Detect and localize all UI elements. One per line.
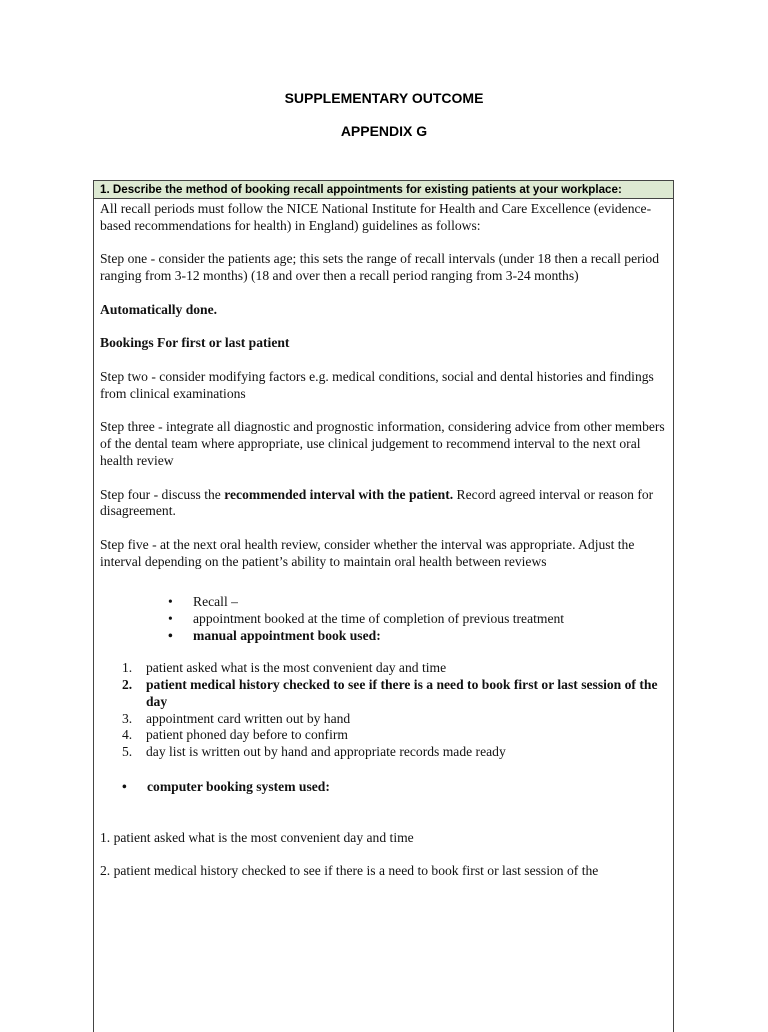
question-box — [93, 180, 674, 1032]
step-four-text-bold: recommended interval with the patient. — [224, 486, 454, 502]
step-four-text-start: Step four - discuss the — [100, 486, 225, 502]
step-four-text-end: Record agreed interval or reason for disagreement. — [100, 486, 654, 519]
bullet-computer-booking: • computer booking system used: — [100, 779, 667, 796]
manual-step-3 — [122, 711, 667, 728]
manual-step-5-number: 5. — [122, 744, 133, 760]
manual-step-3-number: 3. — [122, 710, 133, 726]
answer-content — [94, 199, 673, 880]
manual-step-4-text: patient phoned day before to confirm — [146, 727, 348, 743]
spacer — [100, 796, 667, 830]
document-title: SUPPLEMENTARY OUTCOME — [284, 90, 484, 106]
manual-step-1-number: 1. — [122, 660, 133, 676]
manual-step-1-text: patient asked what is the most convenient day and time — [146, 660, 447, 676]
paragraph-step-one: Step one - consider the patients age; this sets the range of recall intervals (under 18 then a recall period ranging from 3-12 months) (18 and over then a recall period ranging from 3-24 months) — [100, 251, 660, 284]
bullet-appointment-booked: • appointment booked at the time of completion of previous treatment — [168, 610, 667, 627]
manual-step-3-text: appointment card written out by hand — [146, 710, 351, 726]
manual-step-2-number: 2. — [122, 676, 133, 692]
question-heading: 1. Describe the method of booking recall appointments for existing patients at your workplace: — [94, 181, 673, 199]
paragraph-step-five: Step five - at the next oral health review, consider whether the interval was appropriate. Adjust the interval depending on the patient’s ability to maintain oral health between reviews — [100, 536, 635, 569]
manual-step-4 — [122, 727, 667, 744]
bullet-manual-book: • manual appointment book used: — [168, 627, 667, 644]
recall-bullet-list — [100, 593, 667, 645]
manual-step-2 — [122, 677, 667, 711]
paragraph-step-four — [100, 487, 667, 521]
manual-step-2-text: patient medical history checked to see if there is a need to book first or last session of the day — [146, 676, 658, 709]
paragraph-bookings-first-last: Bookings For first or last patient — [100, 335, 290, 351]
document-subtitle: APPENDIX G — [340, 123, 428, 139]
manual-step-5 — [122, 744, 667, 761]
paragraph-step-two: Step two - consider modifying factors e.g. medical conditions, social and dental histories and findings from clinical examinations — [100, 368, 654, 401]
paragraph-automatically-done: Automatically done. — [100, 301, 218, 317]
computer-step-2: 2. patient medical history checked to see if there is a need to book first or last session of the — [100, 863, 599, 879]
paragraph-step-three: Step three - integrate all diagnostic and prognostic information, considering advice from other members of the dental team where appropriate, use clinical judgement to recommend interval to the next oral health review — [100, 419, 665, 468]
manual-step-4-number: 4. — [122, 727, 133, 743]
paragraph-nice-guidelines: All recall periods must follow the NICE National Institute for Health and Care Excellence (evidence-based recommendations for health) in England) guidelines as follows: — [100, 201, 652, 233]
computer-step-1: 1. patient asked what is the most convenient day and time — [100, 829, 414, 845]
manual-step-1 — [122, 660, 667, 677]
manual-step-5-text: day list is written out by hand and appropriate records made ready — [146, 744, 506, 760]
bullet-recall: • Recall – — [168, 593, 667, 610]
manual-steps-list — [100, 660, 667, 761]
